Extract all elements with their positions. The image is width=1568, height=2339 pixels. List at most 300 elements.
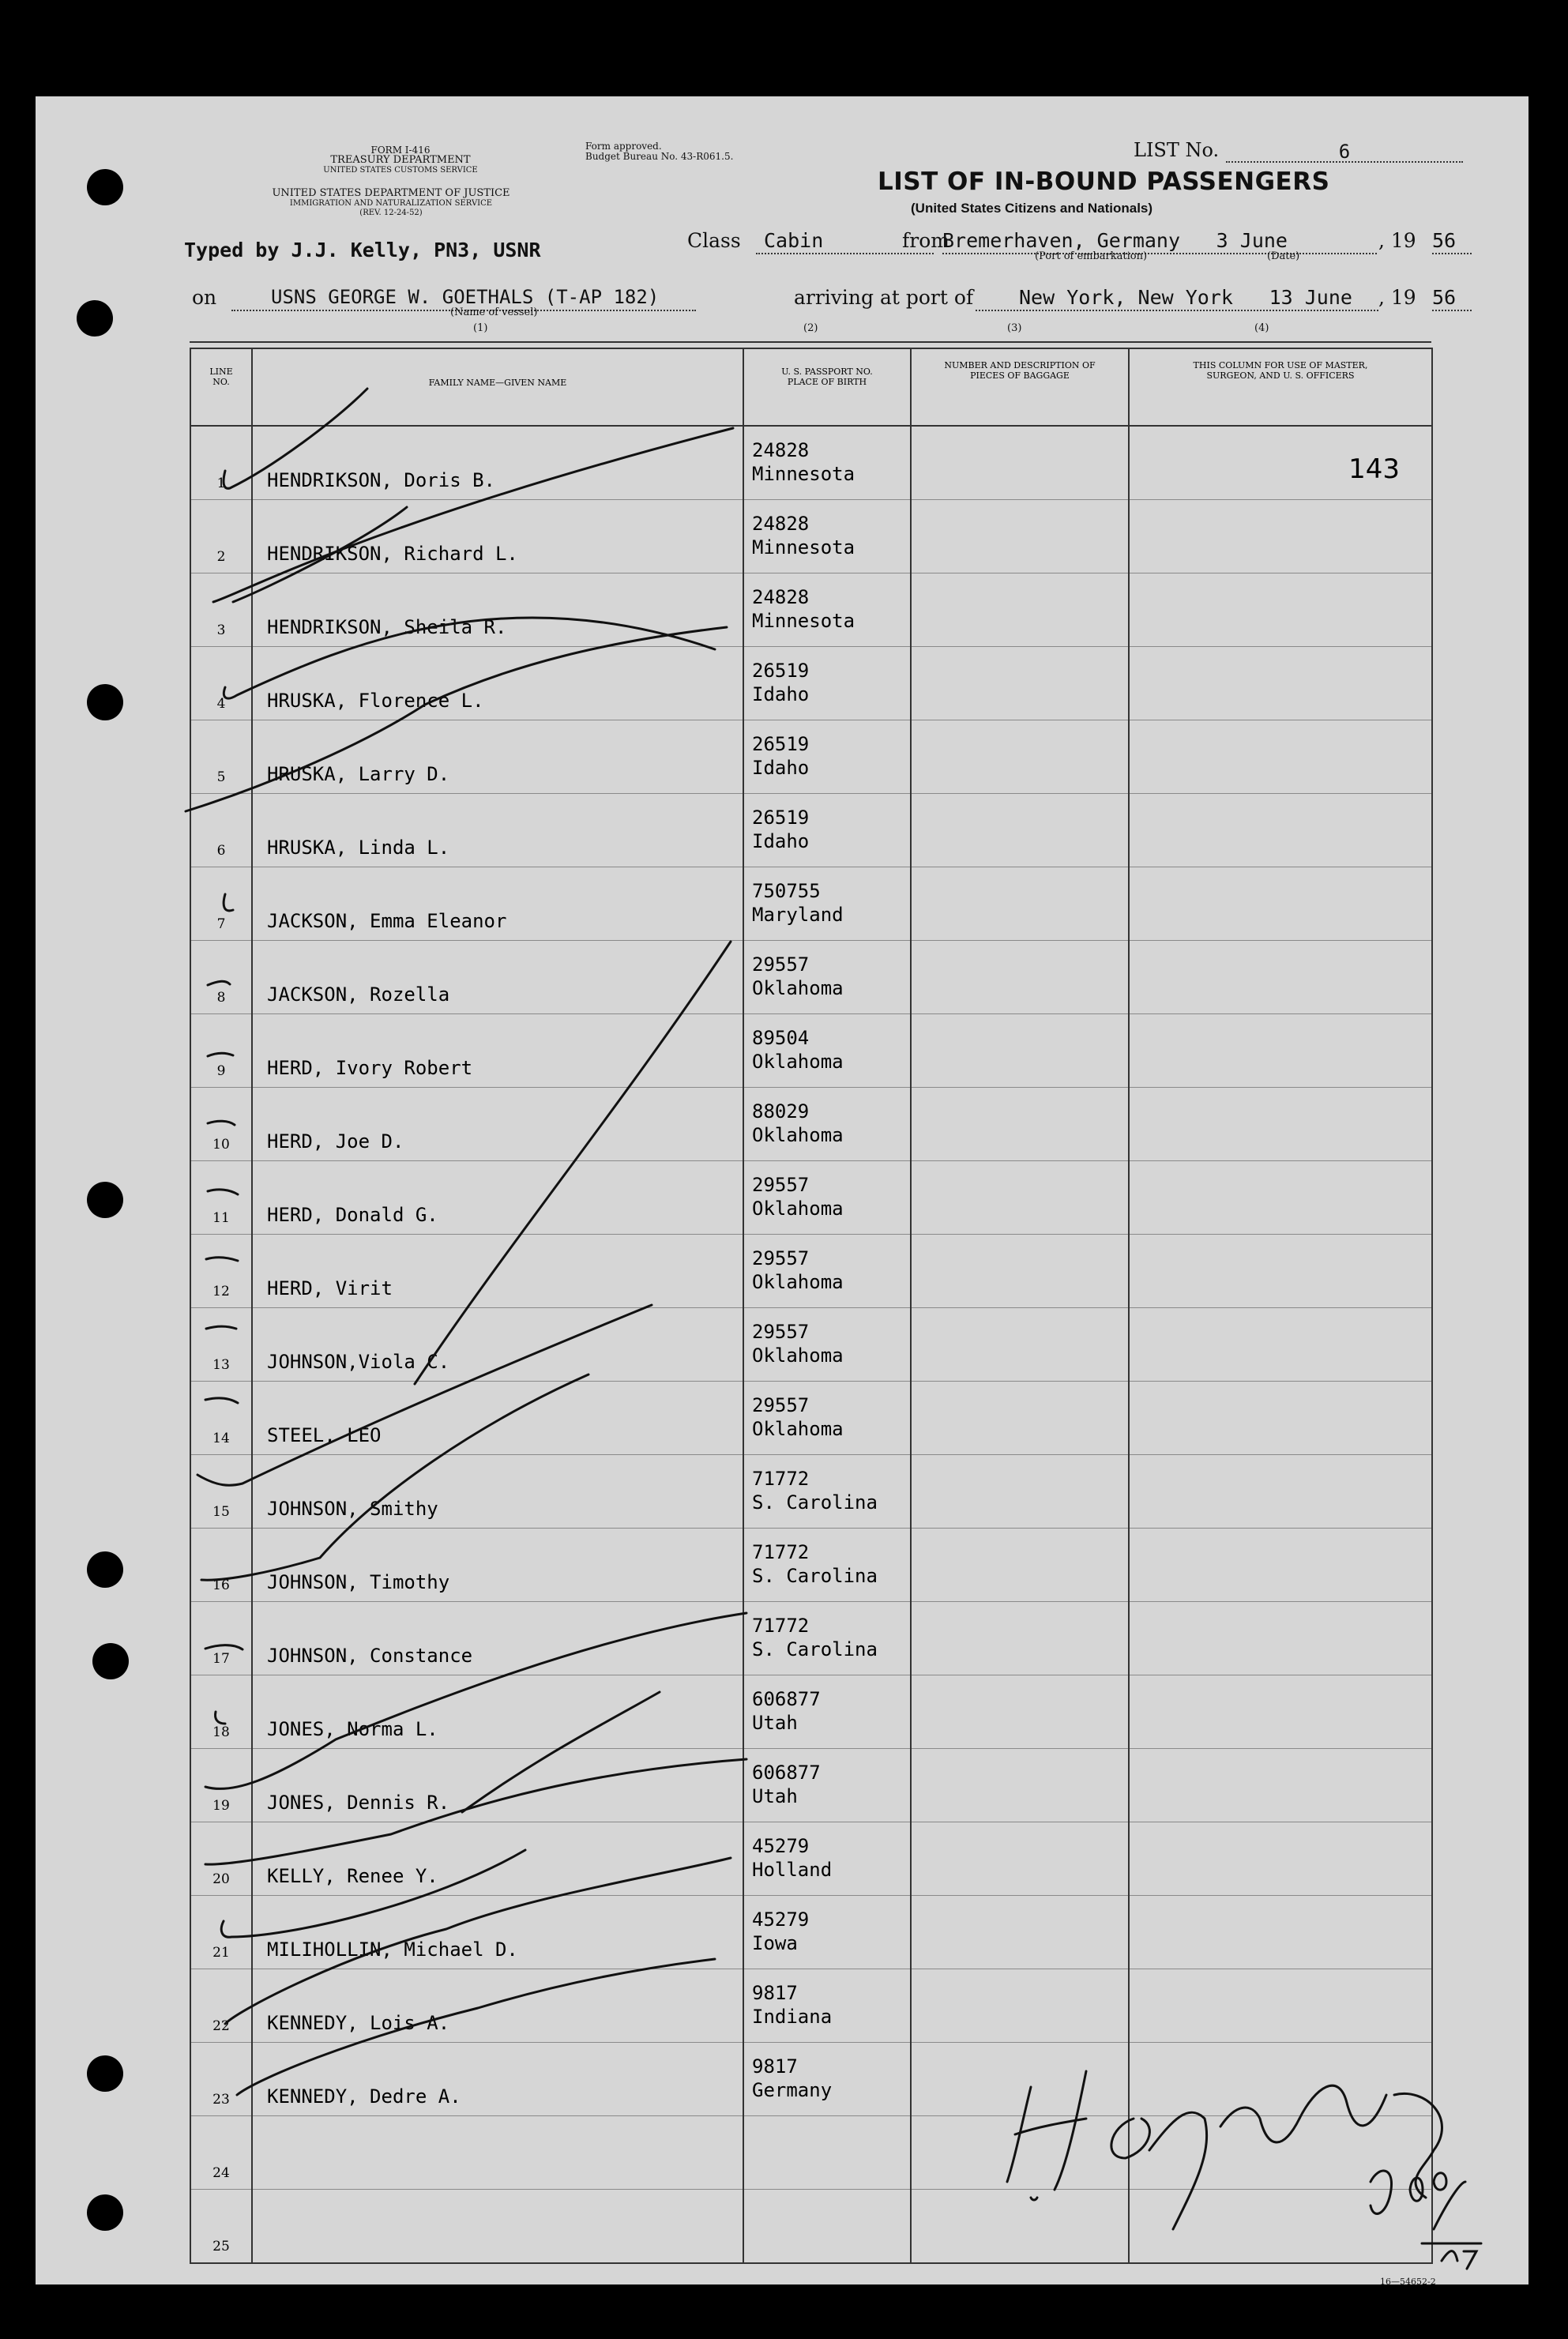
baggage-cell	[911, 1602, 1129, 1675]
baggage-cell	[911, 2043, 1129, 2116]
baggage-cell	[911, 1455, 1129, 1529]
officers-cell	[1129, 500, 1432, 573]
passport-cell	[743, 1969, 911, 2043]
passenger-name: HRUSKA, Larry D.	[267, 763, 450, 785]
place-of-birth: Oklahoma	[752, 1344, 844, 1367]
passport-cell	[743, 1602, 911, 1675]
line-number-cell	[190, 941, 252, 1014]
place-of-birth: Maryland	[752, 904, 844, 926]
line-number-cell	[190, 2043, 252, 2116]
passport-cell	[743, 2116, 911, 2190]
form-number: FORM I-416	[370, 145, 431, 156]
table-row	[190, 1455, 1432, 1529]
passenger-name: JACKSON, Rozella	[267, 983, 450, 1006]
passport-number: 45279	[752, 1835, 810, 1857]
passport-cell	[743, 1161, 911, 1235]
passport-cell	[743, 426, 911, 500]
place-of-birth: Utah	[752, 1712, 798, 1734]
column-header-name: FAMILY NAME—GIVEN NAME	[252, 348, 743, 426]
year-value-2: 56	[1432, 286, 1457, 309]
justice-department: UNITED STATES DEPARTMENT OF JUSTICE	[272, 187, 510, 199]
list-number-field	[1226, 141, 1463, 163]
table-row	[190, 794, 1432, 867]
officers-cell	[1129, 2043, 1432, 2116]
form-approved: Form approved.	[585, 141, 662, 152]
line-number-cell	[190, 573, 252, 647]
passport-cell	[743, 1455, 911, 1529]
officers-cell	[1129, 1235, 1432, 1308]
column-number-4: (4)	[1254, 322, 1269, 334]
line-number: 8	[216, 990, 226, 1006]
from-field	[942, 229, 1377, 254]
table-row	[190, 1969, 1432, 2043]
line-number: 10	[212, 1137, 230, 1153]
passenger-name: JACKSON, Emma Eleanor	[267, 910, 507, 932]
table-row	[190, 1382, 1432, 1455]
name-cell	[252, 1161, 743, 1235]
passport-number: 29557	[752, 1321, 810, 1343]
manifest-sheet	[36, 96, 1529, 2287]
column-header-officers: THIS COLUMN FOR USE OF MASTER, SURGEON, AND U. S. OFFICERS	[1129, 348, 1432, 426]
baggage-cell	[911, 426, 1129, 500]
passport-number: 26519	[752, 733, 810, 755]
place-of-birth: Minnesota	[752, 536, 855, 558]
officers-cell	[1129, 573, 1432, 647]
line-number-cell	[190, 1455, 252, 1529]
baggage-cell	[911, 1382, 1129, 1455]
passport-number: 26519	[752, 660, 810, 682]
name-cell	[252, 1014, 743, 1088]
officers-cell	[1129, 720, 1432, 794]
baggage-cell	[911, 794, 1129, 867]
passport-cell	[743, 1529, 911, 1602]
line-number: 25	[212, 2239, 230, 2254]
class-label: Class	[687, 229, 741, 252]
officers-cell	[1129, 1161, 1432, 1235]
passenger-name: STEEL, LEO	[267, 1424, 382, 1446]
passenger-name: MILIHOLLIN, Michael D.	[267, 1939, 518, 1961]
place-of-birth: Utah	[752, 1785, 798, 1807]
baggage-cell	[911, 1822, 1129, 1896]
baggage-cell	[911, 573, 1129, 647]
passenger-name: HERD, Ivory Robert	[267, 1057, 473, 1079]
officers-cell	[1129, 1749, 1432, 1822]
line-number-cell	[190, 1602, 252, 1675]
name-cell	[252, 1455, 743, 1529]
baggage-cell	[911, 500, 1129, 573]
baggage-cell	[911, 1675, 1129, 1749]
passport-number: 9817	[752, 2055, 798, 2078]
year-field-2	[1432, 286, 1472, 311]
place-of-birth: Oklahoma	[752, 1271, 844, 1293]
passport-cell	[743, 1014, 911, 1088]
passport-number: 9817	[752, 1982, 798, 2004]
officers-cell	[1129, 1896, 1432, 1969]
passport-cell	[743, 867, 911, 941]
officers-cell	[1129, 941, 1432, 1014]
passport-number: 29557	[752, 1174, 810, 1196]
place-of-birth: Minnesota	[752, 463, 855, 485]
budget-bureau: Budget Bureau No. 43-R061.5.	[585, 151, 734, 162]
table-row	[190, 1529, 1432, 1602]
passport-number: 29557	[752, 1394, 810, 1416]
passport-number: 71772	[752, 1468, 810, 1490]
officers-cell	[1129, 867, 1432, 941]
officers-cell	[1129, 2190, 1432, 2264]
table-row	[190, 1235, 1432, 1308]
line-number: 4	[216, 696, 226, 712]
passenger-name: HENDRIKSON, Richard L.	[267, 543, 518, 565]
baggage-cell	[911, 2190, 1129, 2264]
table-row	[190, 573, 1432, 647]
name-cell	[252, 1969, 743, 2043]
name-cell	[252, 2190, 743, 2264]
officers-cell	[1129, 1602, 1432, 1675]
year-field-1	[1432, 229, 1472, 254]
name-cell	[252, 1822, 743, 1896]
officers-cell	[1129, 426, 1432, 500]
line-number: 19	[212, 1798, 230, 1814]
line-number: 11	[212, 1210, 230, 1226]
officers-cell	[1129, 1455, 1432, 1529]
line-number-cell	[190, 1896, 252, 1969]
port-embarkation-caption: (Port of embarkation)	[1035, 250, 1148, 262]
passenger-name: KENNEDY, Dedre A.	[267, 2085, 461, 2108]
passenger-name: HRUSKA, Linda L.	[267, 837, 450, 859]
officers-cell	[1129, 1529, 1432, 1602]
passport-cell	[743, 720, 911, 794]
table-row	[190, 1749, 1432, 1822]
place-of-birth: Oklahoma	[752, 1051, 844, 1073]
column-number-1: (1)	[473, 322, 488, 334]
name-cell	[252, 1235, 743, 1308]
passport-cell	[743, 941, 911, 1014]
page-title: LIST OF IN-BOUND PASSENGERS	[878, 167, 1330, 196]
arriving-label: arriving at port of	[794, 286, 974, 309]
place-of-birth: Germany	[752, 2079, 833, 2101]
passenger-name: JOHNSON, Timothy	[267, 1571, 450, 1593]
passport-number: 71772	[752, 1615, 810, 1637]
line-number: 5	[216, 769, 226, 785]
punch-hole	[87, 1551, 123, 1588]
name-cell	[252, 1529, 743, 1602]
name-cell	[252, 500, 743, 573]
officer-note: 143	[1348, 453, 1400, 485]
line-number: 1	[216, 476, 226, 491]
name-cell	[252, 2043, 743, 2116]
passport-cell	[743, 1675, 911, 1749]
name-cell	[252, 941, 743, 1014]
line-number-cell	[190, 647, 252, 720]
name-cell	[252, 573, 743, 647]
name-cell	[252, 1675, 743, 1749]
passport-number: 606877	[752, 1762, 821, 1784]
line-number: 13	[212, 1357, 230, 1373]
table-row	[190, 1896, 1432, 1969]
table-row	[190, 2116, 1432, 2190]
place-of-birth: Minnesota	[752, 610, 855, 632]
passport-cell	[743, 1308, 911, 1382]
officers-cell	[1129, 1014, 1432, 1088]
vessel-caption: (Name of vessel)	[450, 306, 538, 318]
passport-number: 26519	[752, 807, 810, 829]
passenger-name: JONES, Norma L.	[267, 1718, 438, 1740]
column-header-line: LINE NO.	[190, 348, 252, 426]
baggage-cell	[911, 1161, 1129, 1235]
place-of-birth: Oklahoma	[752, 1124, 844, 1146]
name-cell	[252, 1896, 743, 1969]
place-of-birth: Idaho	[752, 757, 810, 779]
officers-cell	[1129, 1308, 1432, 1382]
line-number-cell	[190, 1161, 252, 1235]
passport-cell	[743, 573, 911, 647]
table-row	[190, 720, 1432, 794]
line-number-cell	[190, 1382, 252, 1455]
officers-cell	[1129, 1822, 1432, 1896]
name-cell	[252, 647, 743, 720]
officers-cell	[1129, 1088, 1432, 1161]
revision-date: (REV. 12-24-52)	[359, 209, 423, 217]
list-number-value: 6	[1338, 141, 1351, 163]
passenger-name: HENDRIKSON, Sheila R.	[267, 616, 507, 638]
punch-hole	[87, 684, 123, 720]
baggage-cell	[911, 1896, 1129, 1969]
table-row	[190, 867, 1432, 941]
passport-cell	[743, 647, 911, 720]
name-cell	[252, 1382, 743, 1455]
punch-hole	[87, 2194, 123, 2231]
place-of-birth: S. Carolina	[752, 1491, 878, 1514]
table-row	[190, 500, 1432, 573]
year-label-1: , 19	[1378, 229, 1416, 252]
table-row	[190, 1602, 1432, 1675]
line-number: 2	[216, 549, 226, 565]
baggage-cell	[911, 1235, 1129, 1308]
embarkation-date: 3 June	[1216, 229, 1288, 252]
table-row	[190, 1088, 1432, 1161]
punch-hole	[77, 300, 113, 337]
passenger-name: HENDRIKSON, Doris B.	[267, 469, 495, 491]
baggage-cell	[911, 1529, 1129, 1602]
name-cell	[252, 867, 743, 941]
passport-number: 606877	[752, 1688, 821, 1710]
line-number: 7	[216, 916, 226, 932]
place-of-birth: Iowa	[752, 1932, 798, 1954]
baggage-cell	[911, 941, 1129, 1014]
punch-hole	[87, 169, 123, 205]
place-of-birth: S. Carolina	[752, 1638, 878, 1660]
officers-cell	[1129, 647, 1432, 720]
place-of-birth: Indiana	[752, 2006, 833, 2028]
passport-number: 24828	[752, 439, 810, 461]
name-cell	[252, 1088, 743, 1161]
passport-cell	[743, 500, 911, 573]
line-number-cell	[190, 2190, 252, 2264]
baggage-cell	[911, 867, 1129, 941]
passport-cell	[743, 1822, 911, 1896]
table-row	[190, 426, 1432, 500]
from-label: from	[902, 229, 949, 252]
passenger-table	[190, 348, 1433, 2264]
name-cell	[252, 1749, 743, 1822]
table-row	[190, 2043, 1432, 2116]
line-number: 23	[212, 2092, 230, 2108]
baggage-cell	[911, 720, 1129, 794]
place-of-birth: Oklahoma	[752, 1198, 844, 1220]
passenger-name: JONES, Dennis R.	[267, 1792, 450, 1814]
officers-cell	[1129, 1382, 1432, 1455]
passport-cell	[743, 1896, 911, 1969]
officers-cell	[1129, 1969, 1432, 2043]
table-row	[190, 1675, 1432, 1749]
name-cell	[252, 2116, 743, 2190]
line-number-cell	[190, 1675, 252, 1749]
punch-hole	[87, 1182, 123, 1218]
passport-number: 29557	[752, 953, 810, 976]
passenger-name: HERD, Joe D.	[267, 1130, 404, 1153]
passport-number: 71772	[752, 1541, 810, 1563]
column-number-2: (2)	[803, 322, 818, 334]
passenger-name: KENNEDY, Lois A.	[267, 2012, 450, 2034]
list-number-label: LIST No.	[1134, 139, 1220, 161]
table-row	[190, 941, 1432, 1014]
baggage-cell	[911, 1014, 1129, 1088]
officers-cell	[1129, 1675, 1432, 1749]
line-number-cell	[190, 1235, 252, 1308]
passenger-name: JOHNSON, Constance	[267, 1645, 473, 1667]
year-label-2: , 19	[1378, 286, 1416, 309]
line-number: 24	[212, 2165, 230, 2181]
name-cell	[252, 1602, 743, 1675]
passport-number: 88029	[752, 1100, 810, 1122]
typed-by: Typed by J.J. Kelly, PN3, USNR	[184, 239, 541, 261]
baggage-cell	[911, 1308, 1129, 1382]
passport-cell	[743, 2043, 911, 2116]
line-number-cell	[190, 1749, 252, 1822]
place-of-birth: Oklahoma	[752, 977, 844, 999]
embarkation-port: Bremerhaven, Germany	[942, 229, 1181, 252]
arrival-port: New York, New York	[1019, 286, 1233, 309]
baggage-cell	[911, 1749, 1129, 1822]
passport-number: 89504	[752, 1027, 810, 1049]
passport-number: 750755	[752, 880, 821, 902]
place-of-birth: S. Carolina	[752, 1565, 878, 1587]
treasury-department: TREASURY DEPARTMENT	[330, 154, 471, 166]
passport-cell	[743, 1382, 911, 1455]
line-number-cell	[190, 426, 252, 500]
customs-service: UNITED STATES CUSTOMS SERVICE	[323, 166, 478, 175]
on-label: on	[192, 286, 217, 309]
officers-cell	[1129, 794, 1432, 867]
passport-cell	[743, 2190, 911, 2264]
passenger-name: JOHNSON,Viola C.	[267, 1351, 450, 1373]
passenger-name: HRUSKA, Florence L.	[267, 690, 484, 712]
passenger-name: HERD, Donald G.	[267, 1204, 438, 1226]
footer-code: 16—54652-2	[1380, 2277, 1436, 2287]
name-cell	[252, 794, 743, 867]
column-header-baggage: NUMBER AND DESCRIPTION OF PIECES OF BAGGAGE	[911, 348, 1129, 426]
line-number: 16	[212, 1578, 230, 1593]
table-row	[190, 1822, 1432, 1896]
passport-cell	[743, 794, 911, 867]
baggage-cell	[911, 1088, 1129, 1161]
punch-hole	[92, 1643, 129, 1679]
table-row	[190, 1308, 1432, 1382]
passport-number: 45279	[752, 1908, 810, 1931]
line-number-cell	[190, 1308, 252, 1382]
table-row	[190, 647, 1432, 720]
line-number: 18	[212, 1724, 230, 1740]
line-number-cell	[190, 1014, 252, 1088]
line-number: 20	[212, 1871, 230, 1887]
baggage-cell	[911, 1969, 1129, 2043]
line-number: 3	[216, 622, 226, 638]
vessel-name: USNS GEORGE W. GOETHALS (T-AP 182)	[271, 286, 660, 308]
year-value-1: 56	[1432, 229, 1457, 252]
passenger-name: JOHNSON, Smithy	[267, 1498, 438, 1520]
line-number-cell	[190, 1822, 252, 1896]
line-number-cell	[190, 1088, 252, 1161]
passenger-name: HERD, Virit	[267, 1277, 393, 1299]
line-number: 6	[216, 843, 226, 859]
table-row	[190, 2190, 1432, 2264]
line-number-cell	[190, 2116, 252, 2190]
line-number: 12	[212, 1284, 230, 1299]
line-number-cell	[190, 500, 252, 573]
date-caption-1: (Date)	[1267, 250, 1300, 262]
line-number-cell	[190, 1529, 252, 1602]
page-subtitle: (United States Citizens and Nationals)	[911, 201, 1153, 216]
baggage-cell	[911, 2116, 1129, 2190]
place-of-birth: Oklahoma	[752, 1418, 844, 1440]
line-number: 15	[212, 1504, 230, 1520]
line-number-cell	[190, 1969, 252, 2043]
place-of-birth: Idaho	[752, 830, 810, 852]
header-rule	[190, 341, 1431, 343]
line-number-cell	[190, 794, 252, 867]
passport-number: 29557	[752, 1247, 810, 1269]
arrival-date: 13 June	[1269, 286, 1352, 309]
column-header-passport: U. S. PASSPORT NO. PLACE OF BIRTH	[743, 348, 911, 426]
line-number-cell	[190, 867, 252, 941]
line-number: 14	[212, 1431, 230, 1446]
arrival-field	[976, 286, 1378, 311]
passport-cell	[743, 1749, 911, 1822]
line-number: 17	[212, 1651, 230, 1667]
line-number: 22	[212, 2018, 230, 2034]
name-cell	[252, 720, 743, 794]
passport-cell	[743, 1088, 911, 1161]
line-number: 9	[216, 1063, 226, 1079]
passenger-name: KELLY, Renee Y.	[267, 1865, 438, 1887]
passport-number: 24828	[752, 513, 810, 535]
passport-cell	[743, 1235, 911, 1308]
name-cell	[252, 1308, 743, 1382]
place-of-birth: Holland	[752, 1859, 833, 1881]
ins-service: IMMIGRATION AND NATURALIZATION SERVICE	[289, 199, 493, 208]
baggage-cell	[911, 647, 1129, 720]
name-cell	[252, 426, 743, 500]
punch-hole	[87, 2055, 123, 2092]
passport-number: 24828	[752, 586, 810, 608]
class-value: Cabin	[764, 229, 824, 252]
table-row	[190, 1161, 1432, 1235]
officers-cell	[1129, 2116, 1432, 2190]
line-number: 21	[212, 1945, 230, 1961]
line-number-cell	[190, 720, 252, 794]
column-number-3: (3)	[1007, 322, 1022, 334]
place-of-birth: Idaho	[752, 683, 810, 705]
